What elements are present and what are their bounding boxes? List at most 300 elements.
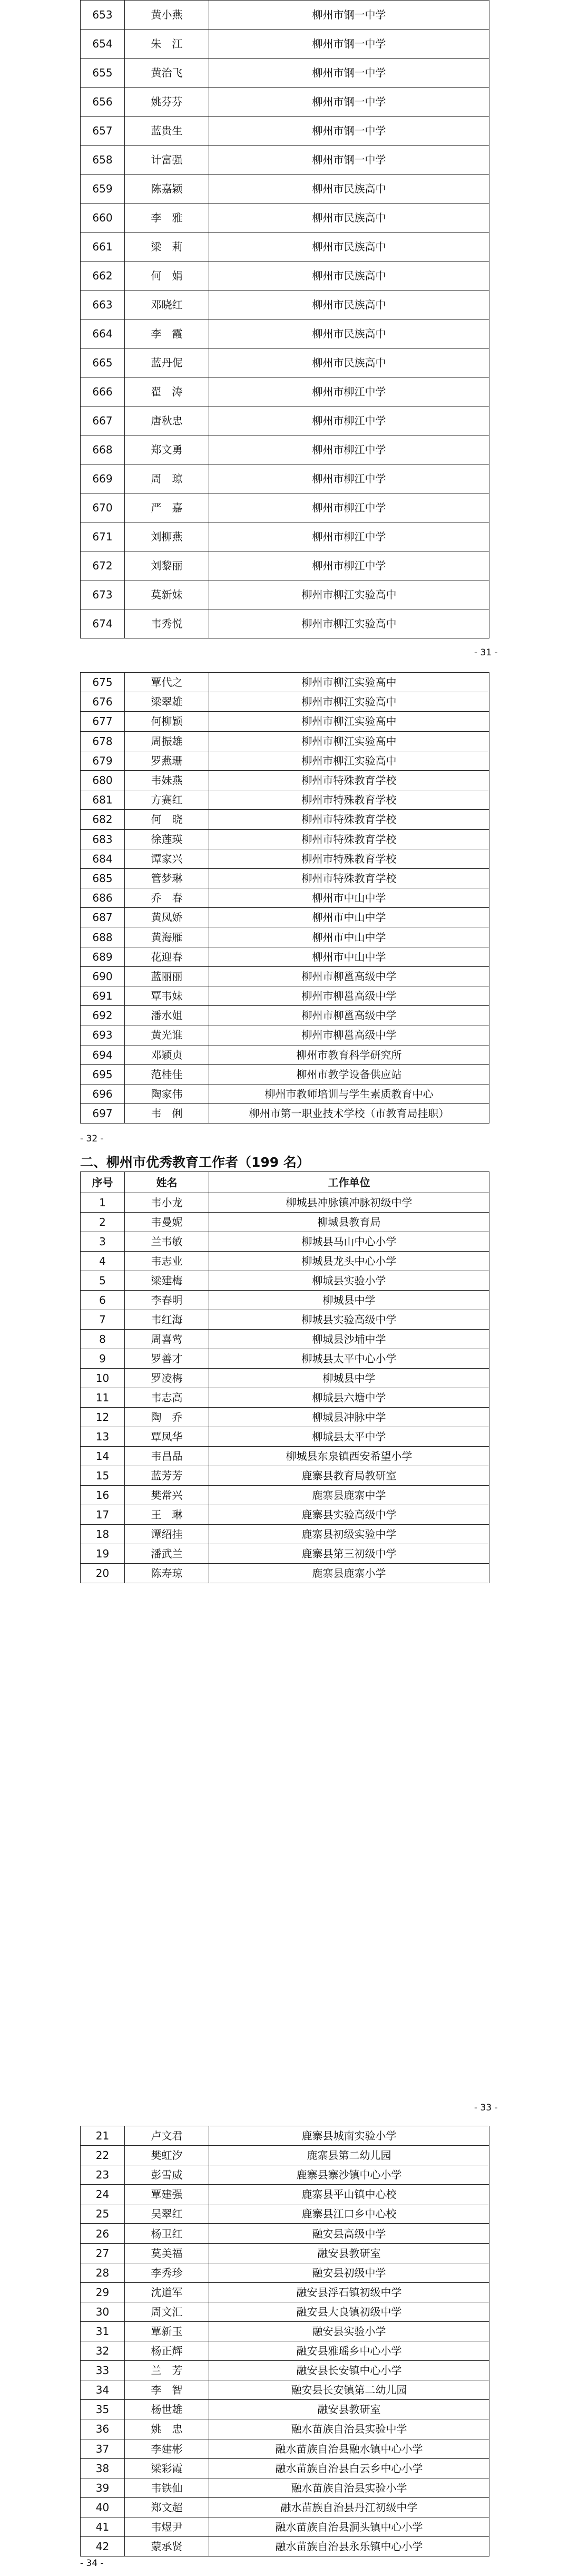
cell-workplace: 柳州市民族高中 [209, 204, 489, 233]
cell-workplace: 柳州市柳邕高级中学 [209, 1006, 489, 1025]
cell-workplace: 鹿寨县寨沙镇中心小学 [209, 2165, 489, 2185]
cell-name: 谭家兴 [125, 849, 209, 868]
table-row [81, 1544, 489, 1564]
table-row [81, 1006, 489, 1025]
cell-workplace: 柳州市柳江实验高中 [209, 751, 489, 770]
cell-workplace: 柳州市民族高中 [209, 175, 489, 204]
cell-index: 654 [81, 30, 125, 59]
cell-name: 覃新玉 [125, 2321, 209, 2341]
cell-workplace: 柳城县马山中心小学 [209, 1232, 489, 1252]
cell-name: 朱 江 [125, 30, 209, 59]
cell-workplace: 柳州市特殊教育学校 [209, 849, 489, 868]
cell-index: 6 [81, 1291, 125, 1310]
cell-workplace: 鹿寨县鹿寨中学 [209, 1486, 489, 1505]
cell-workplace: 融安县教研室 [209, 2400, 489, 2419]
cell-workplace: 柳州市教师培训与学生素质教育中心 [209, 1084, 489, 1103]
table-row [81, 712, 489, 731]
table-row [81, 1310, 489, 1330]
cell-workplace: 柳州市柳江中学 [209, 464, 489, 493]
cell-index: 11 [81, 1388, 125, 1408]
cell-index: 15 [81, 1466, 125, 1486]
cell-workplace: 鹿寨县第三初级中学 [209, 1544, 489, 1564]
cell-name: 樊常兴 [125, 1486, 209, 1505]
cell-name: 蓝丹伲 [125, 348, 209, 377]
table-row [81, 2243, 489, 2263]
cell-index: 2 [81, 1213, 125, 1232]
cell-index: 672 [81, 551, 125, 580]
cell-name: 周 琼 [125, 464, 209, 493]
cell-index: 676 [81, 692, 125, 712]
cell-workplace: 柳州市第一职业技术学校（市教育局挂职） [209, 1104, 489, 1124]
cell-workplace: 融安县大良镇初级中学 [209, 2302, 489, 2321]
cell-name: 蓝芳芳 [125, 1466, 209, 1486]
table-row [81, 2478, 489, 2497]
cell-index: 688 [81, 927, 125, 947]
cell-index: 24 [81, 2185, 125, 2204]
cell-name: 韦志高 [125, 1388, 209, 1408]
cell-index: 8 [81, 1330, 125, 1349]
cell-index: 678 [81, 731, 125, 751]
cell-workplace: 柳州市柳邕高级中学 [209, 1025, 489, 1045]
cell-name: 潘水姐 [125, 1006, 209, 1025]
cell-workplace: 融水苗族自治县融水镇中心小学 [209, 2439, 489, 2458]
table-row [81, 2263, 489, 2282]
table-row [81, 2165, 489, 2185]
table-row [81, 2497, 489, 2517]
table-row [81, 290, 489, 319]
cell-workplace: 柳州市特殊教育学校 [209, 770, 489, 790]
table-row [81, 1104, 489, 1124]
cell-index: 682 [81, 810, 125, 829]
table-row [81, 1045, 489, 1064]
cell-name: 李建彬 [125, 2439, 209, 2458]
cell-name: 陈寿琼 [125, 1564, 209, 1583]
table-row [81, 927, 489, 947]
cell-index: 692 [81, 1006, 125, 1025]
cell-index: 680 [81, 770, 125, 790]
cell-workplace: 柳城县实验小学 [209, 1271, 489, 1291]
cell-workplace: 柳州市柳江实验高中 [209, 731, 489, 751]
cell-index: 25 [81, 2204, 125, 2224]
cell-index: 695 [81, 1064, 125, 1084]
table-row [81, 1025, 489, 1045]
cell-index: 32 [81, 2341, 125, 2361]
cell-index: 671 [81, 522, 125, 551]
table-row [81, 2224, 489, 2243]
cell-index: 681 [81, 790, 125, 810]
cell-name: 韦铁仙 [125, 2478, 209, 2497]
cell-name: 蓝贵生 [125, 117, 209, 146]
cell-index: 19 [81, 1544, 125, 1564]
cell-name: 郑文勇 [125, 435, 209, 464]
cell-workplace: 柳城县冲脉中学 [209, 1408, 489, 1427]
cell-name: 罗凌梅 [125, 1369, 209, 1388]
cell-workplace: 柳州市柳江实验高中 [209, 673, 489, 692]
table-row [81, 1291, 489, 1310]
table-row [81, 609, 489, 638]
cell-index: 1 [81, 1193, 125, 1213]
cell-index: 662 [81, 262, 125, 290]
table-row [81, 233, 489, 262]
cell-index: 663 [81, 290, 125, 319]
cell-workplace: 柳州市柳江中学 [209, 406, 489, 435]
cell-index: 34 [81, 2380, 125, 2400]
cell-name: 黄光谁 [125, 1025, 209, 1045]
cell-name: 韦秀悦 [125, 609, 209, 638]
table-row [81, 2458, 489, 2478]
table-row [81, 770, 489, 790]
cell-name: 陈嘉颖 [125, 175, 209, 204]
cell-workplace: 鹿寨县第二幼儿园 [209, 2146, 489, 2165]
cell-workplace: 融安县实验小学 [209, 2321, 489, 2341]
table-row [81, 59, 489, 88]
cell-name: 严 嘉 [125, 493, 209, 522]
cell-name: 潘武兰 [125, 1544, 209, 1564]
table-row [81, 1369, 489, 1388]
cell-index: 23 [81, 2165, 125, 2185]
cell-name: 黄小燕 [125, 1, 209, 30]
cell-workplace: 柳州市特殊教育学校 [209, 868, 489, 888]
cell-workplace: 柳州市柳江中学 [209, 493, 489, 522]
cell-index: 686 [81, 888, 125, 908]
cell-workplace: 柳州市柳江实验高中 [209, 712, 489, 731]
cell-index: 683 [81, 829, 125, 849]
page-number: - 32 - [80, 1134, 104, 1144]
cell-workplace: 柳州市柳江中学 [209, 522, 489, 551]
cell-name: 李 雅 [125, 204, 209, 233]
cell-name: 韦曼妮 [125, 1213, 209, 1232]
table-row [81, 2204, 489, 2224]
cell-name: 覃代之 [125, 673, 209, 692]
cell-index: 694 [81, 1045, 125, 1064]
cell-index: 40 [81, 2497, 125, 2517]
cell-name: 乔 春 [125, 888, 209, 908]
cell-name: 韦 俐 [125, 1104, 209, 1124]
cell-name: 韦红海 [125, 1310, 209, 1330]
cell-index: 41 [81, 2517, 125, 2536]
cell-index: 18 [81, 1525, 125, 1544]
cell-name: 蒙承贤 [125, 2536, 209, 2556]
cell-workplace: 融水苗族自治县永乐镇中心小学 [209, 2536, 489, 2556]
cell-workplace: 柳城县沙埔中学 [209, 1330, 489, 1349]
cell-workplace: 融水苗族自治县实验小学 [209, 2478, 489, 2497]
table-row [81, 810, 489, 829]
cell-name: 沈道军 [125, 2282, 209, 2302]
cell-workplace: 柳州市中山中学 [209, 888, 489, 908]
cell-index: 38 [81, 2458, 125, 2478]
table-row [81, 146, 489, 175]
cell-name: 杨世雄 [125, 2400, 209, 2419]
cell-workplace: 柳州市柳邕高级中学 [209, 966, 489, 986]
cell-index: 16 [81, 1486, 125, 1505]
cell-name: 韦志业 [125, 1252, 209, 1271]
cell-name: 唐秋忠 [125, 406, 209, 435]
cell-workplace: 柳州市民族高中 [209, 319, 489, 348]
cell-workplace: 柳城县太平中学 [209, 1427, 489, 1447]
page-number: - 33 - [474, 2103, 498, 2113]
cell-name: 范桂佳 [125, 1064, 209, 1084]
cell-workplace: 柳城县东泉镇西安希望小学 [209, 1447, 489, 1466]
cell-name: 蓝丽丽 [125, 966, 209, 986]
cell-index: 665 [81, 348, 125, 377]
cell-index: 9 [81, 1349, 125, 1369]
cell-name: 卢文君 [125, 2126, 209, 2146]
cell-name: 刘黎丽 [125, 551, 209, 580]
table-page-32 [80, 672, 489, 1124]
table-row [81, 1388, 489, 1408]
cell-workplace: 柳城县实验高级中学 [209, 1310, 489, 1330]
cell-name: 杨正辉 [125, 2341, 209, 2361]
cell-workplace: 柳州市钢一中学 [209, 59, 489, 88]
cell-workplace: 柳州市柳江实验高中 [209, 609, 489, 638]
table-row [81, 262, 489, 290]
table-row [81, 2341, 489, 2361]
cell-workplace: 柳州市教学设备供应站 [209, 1064, 489, 1084]
cell-index: 675 [81, 673, 125, 692]
cell-workplace: 柳城县太平中心小学 [209, 1349, 489, 1369]
cell-name: 周喜莺 [125, 1330, 209, 1349]
cell-index: 653 [81, 1, 125, 30]
header-name: 姓名 [125, 1172, 209, 1193]
table-row [81, 2302, 489, 2321]
table-row [81, 580, 489, 609]
cell-workplace: 柳城县中学 [209, 1291, 489, 1310]
table-row [81, 377, 489, 406]
cell-workplace: 鹿寨县初级实验中学 [209, 1525, 489, 1544]
table-row [81, 406, 489, 435]
table-row [81, 1466, 489, 1486]
cell-name: 邓颖贞 [125, 1045, 209, 1064]
cell-name: 姚 忠 [125, 2419, 209, 2439]
cell-name: 周文汇 [125, 2302, 209, 2321]
cell-name: 李 智 [125, 2380, 209, 2400]
cell-index: 664 [81, 319, 125, 348]
cell-workplace: 柳城县教育局 [209, 1213, 489, 1232]
cell-name: 彭雪威 [125, 2165, 209, 2185]
table-row [81, 1427, 489, 1447]
table-row [81, 849, 489, 868]
table-row [81, 464, 489, 493]
cell-index: 661 [81, 233, 125, 262]
table-row [81, 1064, 489, 1084]
table-row [81, 692, 489, 712]
cell-index: 657 [81, 117, 125, 146]
cell-index: 21 [81, 2126, 125, 2146]
cell-name: 郑文超 [125, 2497, 209, 2517]
cell-workplace: 融安县高级中学 [209, 2224, 489, 2243]
cell-name: 韦煜尹 [125, 2517, 209, 2536]
cell-name: 何柳颖 [125, 712, 209, 731]
table-row [81, 1486, 489, 1505]
cell-index: 17 [81, 1505, 125, 1525]
table-row [81, 1505, 489, 1525]
cell-workplace: 融水苗族自治县洞头镇中心小学 [209, 2517, 489, 2536]
cell-workplace: 融水苗族自治县实验中学 [209, 2419, 489, 2439]
cell-workplace: 柳城县六塘中学 [209, 1388, 489, 1408]
table-row [81, 493, 489, 522]
cell-index: 670 [81, 493, 125, 522]
cell-name: 梁翠雄 [125, 692, 209, 712]
table-row [81, 1084, 489, 1103]
cell-workplace: 鹿寨县鹿寨小学 [209, 1564, 489, 1583]
table-row [81, 551, 489, 580]
table-row [81, 175, 489, 204]
cell-index: 658 [81, 146, 125, 175]
cell-index: 690 [81, 966, 125, 986]
cell-workplace: 融安县雅瑶乡中心小学 [209, 2341, 489, 2361]
cell-workplace: 柳州市中山中学 [209, 947, 489, 966]
table-row [81, 1447, 489, 1466]
cell-name: 陶家伟 [125, 1084, 209, 1103]
table-row [81, 2400, 489, 2419]
cell-name: 覃凤华 [125, 1427, 209, 1447]
cell-index: 684 [81, 849, 125, 868]
cell-index: 20 [81, 1564, 125, 1583]
cell-workplace: 融水苗族自治县丹江初级中学 [209, 2497, 489, 2517]
cell-name: 杨卫红 [125, 2224, 209, 2243]
cell-index: 697 [81, 1104, 125, 1124]
cell-name: 李 霞 [125, 319, 209, 348]
table-row [81, 522, 489, 551]
table-row [81, 2419, 489, 2439]
cell-workplace: 柳州市民族高中 [209, 348, 489, 377]
cell-name: 梁彩霞 [125, 2458, 209, 2478]
cell-name: 方赛红 [125, 790, 209, 810]
cell-index: 655 [81, 59, 125, 88]
table-row [81, 731, 489, 751]
cell-name: 王 琳 [125, 1505, 209, 1525]
cell-name: 梁 莉 [125, 233, 209, 262]
cell-name: 计富强 [125, 146, 209, 175]
cell-index: 673 [81, 580, 125, 609]
cell-index: 691 [81, 986, 125, 1006]
cell-index: 27 [81, 2243, 125, 2263]
table-row [81, 1271, 489, 1291]
table-row [81, 888, 489, 908]
table-page-34 [80, 2126, 489, 2556]
cell-workplace: 鹿寨县平山镇中心校 [209, 2185, 489, 2204]
cell-index: 674 [81, 609, 125, 638]
table-row [81, 1252, 489, 1271]
cell-workplace: 柳州市柳江中学 [209, 551, 489, 580]
table-row [81, 751, 489, 770]
cell-workplace: 柳州市柳江实验高中 [209, 692, 489, 712]
cell-name: 梁建梅 [125, 1271, 209, 1291]
cell-workplace: 柳州市钢一中学 [209, 146, 489, 175]
cell-name: 韦妹燕 [125, 770, 209, 790]
table-row [81, 1232, 489, 1252]
cell-index: 30 [81, 2302, 125, 2321]
table-row [81, 908, 489, 927]
cell-index: 39 [81, 2478, 125, 2497]
cell-workplace: 融安县长安镇第二幼儿园 [209, 2380, 489, 2400]
cell-index: 31 [81, 2321, 125, 2341]
table-row [81, 1564, 489, 1583]
cell-name: 覃建强 [125, 2185, 209, 2204]
cell-index: 5 [81, 1271, 125, 1291]
cell-workplace: 柳州市民族高中 [209, 262, 489, 290]
cell-index: 677 [81, 712, 125, 731]
table-page-31 [80, 0, 489, 638]
table-row [81, 1, 489, 30]
table-row [81, 1408, 489, 1427]
cell-workplace: 融安县浮石镇初级中学 [209, 2282, 489, 2302]
cell-workplace: 柳州市柳江实验高中 [209, 580, 489, 609]
page-number: - 34 - [80, 2558, 104, 2569]
cell-name: 何 晓 [125, 810, 209, 829]
cell-index: 687 [81, 908, 125, 927]
cell-workplace: 鹿寨县江口乡中心校 [209, 2204, 489, 2224]
header-workplace: 工作单位 [209, 1172, 489, 1193]
table-row [81, 829, 489, 849]
cell-workplace: 鹿寨县教育局教研室 [209, 1466, 489, 1486]
cell-name: 黄治飞 [125, 59, 209, 88]
cell-index: 659 [81, 175, 125, 204]
cell-index: 668 [81, 435, 125, 464]
section-title: 二、柳州市优秀教育工作者（199 名） [80, 1155, 310, 1170]
cell-index: 36 [81, 2419, 125, 2439]
table-row [81, 947, 489, 966]
cell-name: 黄凤娇 [125, 908, 209, 927]
table-row [81, 986, 489, 1006]
cell-name: 陶 乔 [125, 1408, 209, 1427]
cell-name: 韦昌晶 [125, 1447, 209, 1466]
cell-name: 花迎春 [125, 947, 209, 966]
table-row [81, 117, 489, 146]
table-row [81, 2439, 489, 2458]
table-row [81, 319, 489, 348]
cell-index: 14 [81, 1447, 125, 1466]
cell-name: 谭绍挂 [125, 1525, 209, 1544]
cell-index: 35 [81, 2400, 125, 2419]
cell-index: 29 [81, 2282, 125, 2302]
cell-workplace: 鹿寨县实验高级中学 [209, 1505, 489, 1525]
table-row [81, 2282, 489, 2302]
header-index: 序号 [81, 1172, 125, 1193]
cell-name: 覃韦妹 [125, 986, 209, 1006]
cell-index: 667 [81, 406, 125, 435]
cell-index: 3 [81, 1232, 125, 1252]
cell-index: 656 [81, 88, 125, 117]
cell-workplace: 柳城县龙头中心小学 [209, 1252, 489, 1271]
cell-index: 7 [81, 1310, 125, 1330]
table-row [81, 868, 489, 888]
cell-index: 37 [81, 2439, 125, 2458]
table-row [81, 2146, 489, 2165]
cell-name: 李春明 [125, 1291, 209, 1310]
cell-workplace: 柳州市柳江中学 [209, 377, 489, 406]
cell-name: 徐莲瑛 [125, 829, 209, 849]
cell-workplace: 柳州市钢一中学 [209, 30, 489, 59]
cell-name: 兰韦敏 [125, 1232, 209, 1252]
cell-name: 莫新妹 [125, 580, 209, 609]
table-row [81, 435, 489, 464]
table-row [81, 2126, 489, 2146]
table-row [81, 204, 489, 233]
cell-name: 韦小龙 [125, 1193, 209, 1213]
cell-index: 693 [81, 1025, 125, 1045]
cell-name: 邓晓红 [125, 290, 209, 319]
cell-workplace: 融安县长安镇中心小学 [209, 2361, 489, 2380]
cell-workplace: 柳州市柳江中学 [209, 435, 489, 464]
cell-index: 22 [81, 2146, 125, 2165]
cell-workplace: 柳城县中学 [209, 1369, 489, 1388]
table-row [81, 2380, 489, 2400]
table-row [81, 88, 489, 117]
cell-workplace: 柳州市民族高中 [209, 233, 489, 262]
table-row [81, 1525, 489, 1544]
cell-workplace: 柳州市特殊教育学校 [209, 810, 489, 829]
